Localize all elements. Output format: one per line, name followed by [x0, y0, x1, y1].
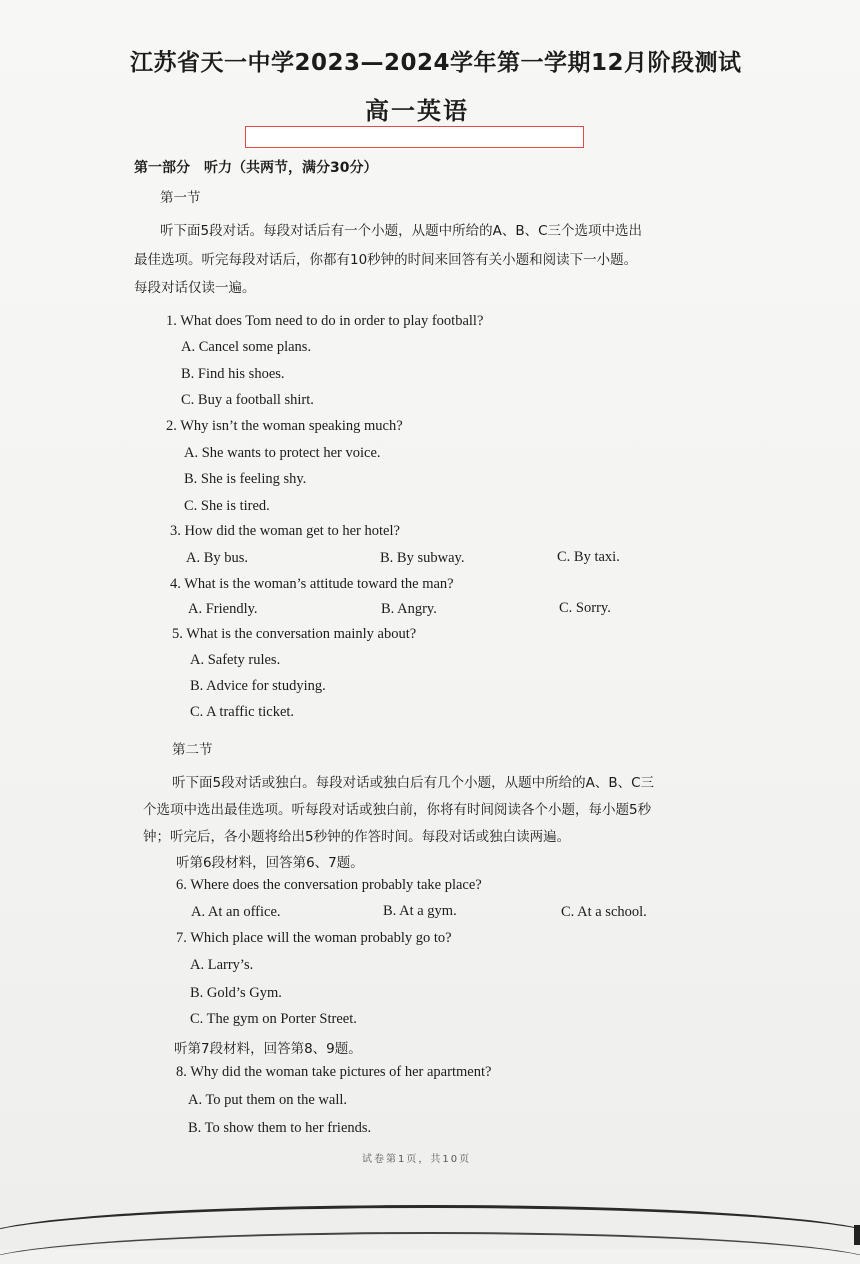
q3-option-b: B. By subway.	[380, 550, 465, 566]
q6-option-a: A. At an office.	[191, 904, 281, 920]
q6-option-c: C. At a school.	[561, 904, 647, 920]
q5-option-a: A. Safety rules.	[190, 652, 281, 668]
q1-option-a: A. Cancel some plans.	[181, 339, 312, 355]
q2-option-b: B. She is feeling shy.	[184, 471, 307, 487]
q1-option-c: C. Buy a football shirt.	[181, 392, 314, 408]
part1-heading: 第一部分 听力（共两节，满分30分）	[134, 160, 378, 176]
redacted-box	[245, 126, 584, 148]
q7-option-b: B. Gold’s Gym.	[190, 985, 282, 1001]
q6-option-b: B. At a gym.	[383, 903, 457, 919]
question-3: 3. How did the woman get to her hotel?	[170, 523, 400, 539]
question-8: 8. Why did the woman take pictures of her apartment?	[176, 1064, 492, 1080]
q2-option-c: C. She is tired.	[184, 498, 270, 514]
material-7-instruction: 听第7段材料，回答第8、9题。	[174, 1041, 362, 1057]
question-1: 1. What does Tom need to do in order to play football?	[166, 313, 484, 329]
exam-title: 江苏省天一中学2023—2024学年第一学期12月阶段测试	[130, 50, 742, 76]
page-edge-mark	[854, 1225, 860, 1245]
question-2: 2. Why isn’t the woman speaking much?	[166, 418, 403, 434]
q3-option-a: A. By bus.	[186, 550, 249, 566]
q1-option-b: B. Find his shoes.	[181, 366, 285, 382]
section2-label: 第二节	[172, 742, 213, 758]
section1-instruction-line: 最佳选项。听完每段对话后，你都有10秒钟的时间来回答有关小题和阅读下一小题。	[134, 252, 638, 268]
section1-instruction-line: 每段对话仅读一遍。	[134, 280, 256, 296]
q2-option-a: A. She wants to protect her voice.	[184, 445, 381, 461]
exam-subtitle: 高一英语	[365, 97, 469, 125]
question-7: 7. Which place will the woman probably go to?	[176, 930, 452, 946]
q4-option-a: A. Friendly.	[188, 601, 258, 617]
q5-option-b: B. Advice for studying.	[190, 678, 326, 694]
q8-option-b: B. To show them to her friends.	[188, 1120, 372, 1136]
section2-instruction-line: 钟；听完后，各小题将给出5秒钟的作答时间。每段对话或独白读两遍。	[143, 829, 571, 845]
question-6: 6. Where does the conversation probably take place?	[176, 877, 482, 893]
q4-option-b: B. Angry.	[381, 601, 437, 617]
q7-option-a: A. Larry’s.	[190, 957, 254, 973]
q8-option-a: A. To put them on the wall.	[188, 1092, 348, 1108]
section2-instruction-line: 听下面5段对话或独白。每段对话或独白后有几个小题，从题中所给的A、B、C三	[172, 775, 655, 791]
q5-option-c: C. A traffic ticket.	[190, 704, 295, 720]
page-footer: 试卷第1页，共10页	[362, 1154, 472, 1165]
q7-option-c: C. The gym on Porter Street.	[190, 1011, 357, 1027]
question-5: 5. What is the conversation mainly about?	[172, 626, 417, 642]
material-6-instruction: 听第6段材料，回答第6、7题。	[176, 855, 364, 871]
question-4: 4. What is the woman’s attitude toward the man?	[170, 576, 454, 592]
section1-label: 第一节	[160, 190, 201, 206]
q4-option-c: C. Sorry.	[559, 600, 611, 616]
section2-instruction-line: 个选项中选出最佳选项。听每段对话或独白前，你将有时间阅读各个小题，每小题5秒	[143, 802, 652, 818]
q3-option-c: C. By taxi.	[557, 549, 620, 565]
section1-instruction-line: 听下面5段对话。每段对话后有一个小题，从题中所给的A、B、C三个选项中选出	[160, 223, 643, 239]
